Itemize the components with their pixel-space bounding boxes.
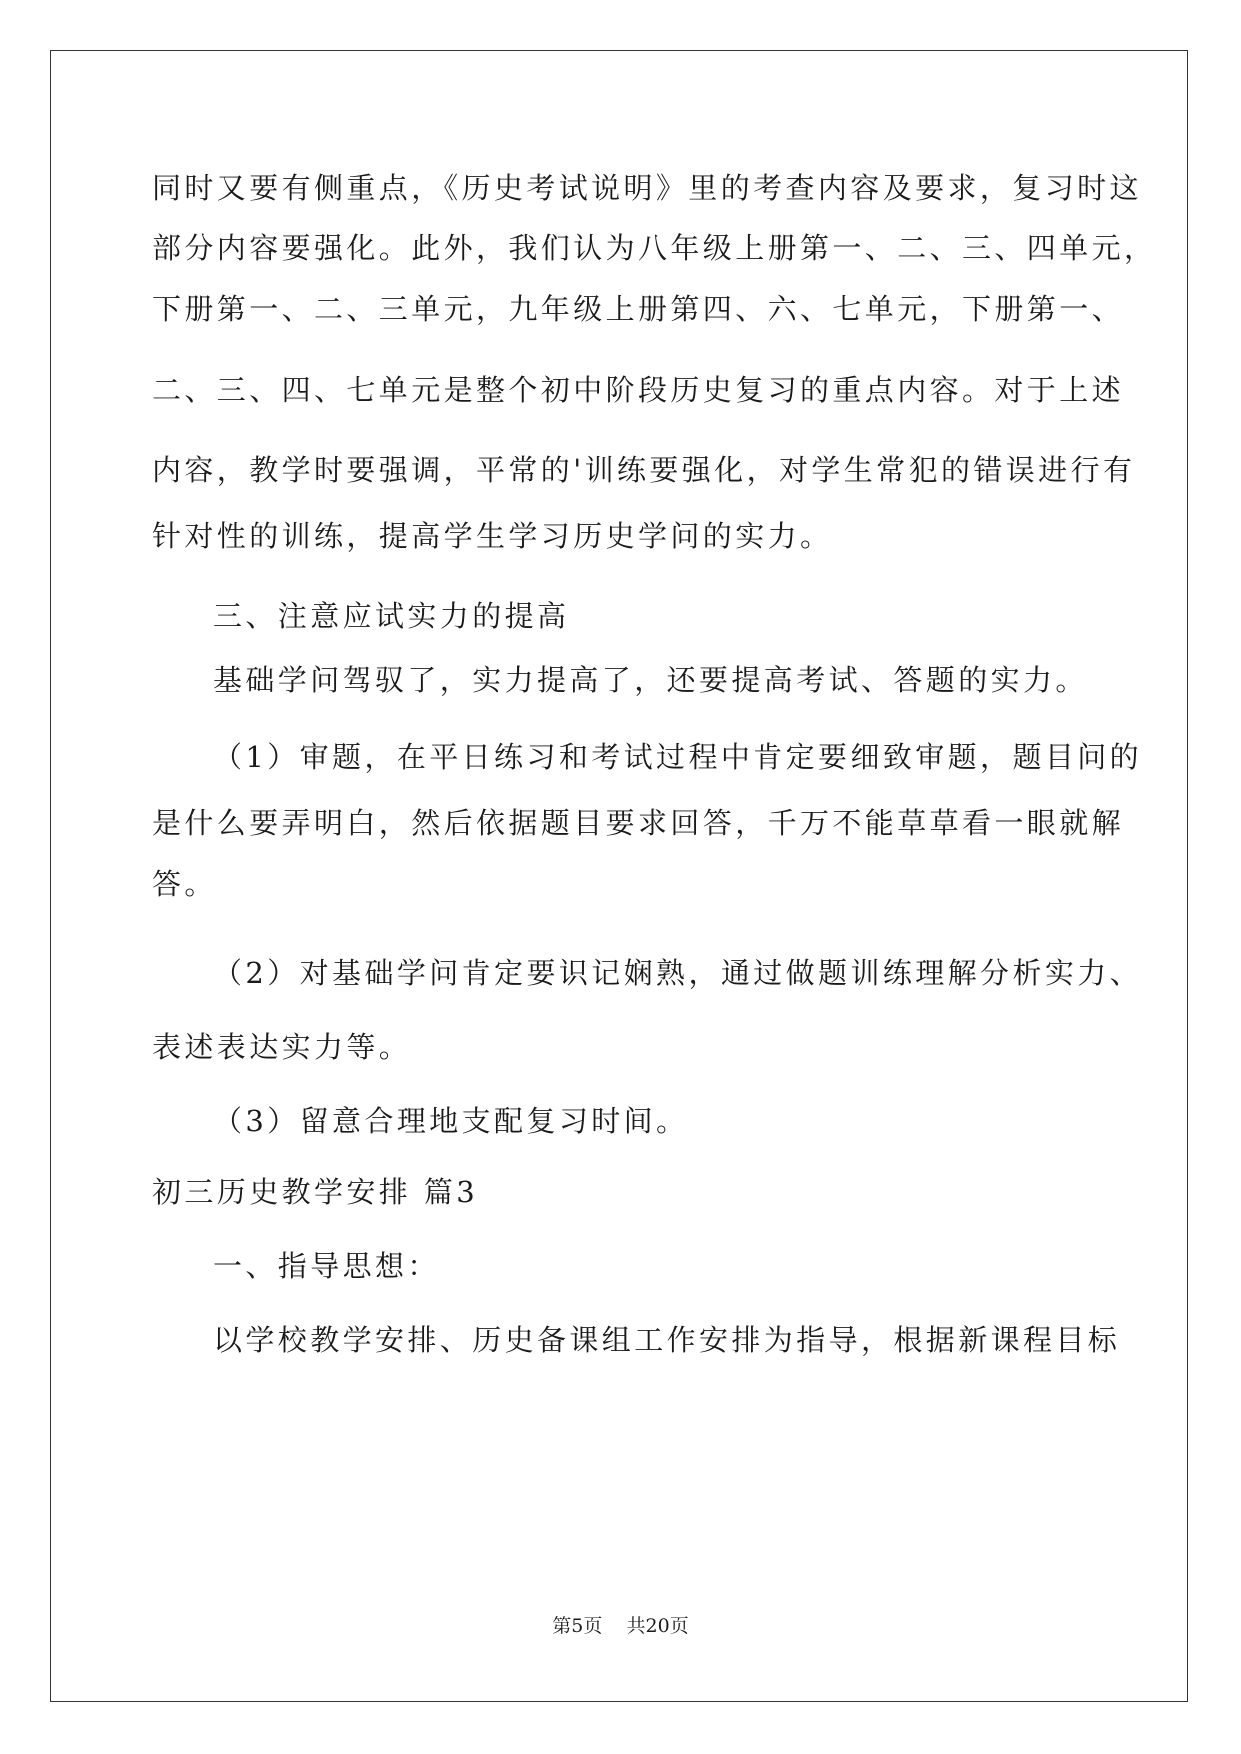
article-title: 初三历史教学安排 篇3 [152, 1175, 479, 1209]
body-text-line: 以学校教学安排、历史备课组工作安排为指导，根据新课程目标 [213, 1323, 1121, 1357]
list-item-text: （2）对基础学问肯定要识记娴熟，通过做题训练理解分析实力、 [213, 956, 1143, 990]
body-text-line: 下册第一、二、三单元，九年级上册第四、六、七单元，下册第一、 [152, 292, 1125, 326]
body-text-line: 内容，教学时要强调，平常的'训练要强化，对学生常犯的错误进行有 [152, 453, 1136, 487]
body-text-line: 答。 [152, 867, 217, 901]
page-number: 第5页 [552, 1615, 603, 1637]
page-total: 共20页 [626, 1615, 689, 1637]
body-text-line: 表述表达实力等。 [152, 1030, 412, 1064]
body-text-line: 基础学问驾驭了，实力提高了，还要提高考试、答题的实力。 [213, 663, 1088, 697]
body-text-line: 同时又要有侧重点，《历史考试说明》里的考查内容及要求，复习时这 [152, 171, 1142, 205]
body-text-line: 二、三、四、七单元是整个初中阶段历史复习的重点内容。对于上述 [152, 373, 1125, 407]
body-text-line: 部分内容要强化。此外，我们认为八年级上册第一、二、三、四单元， [152, 231, 1157, 265]
page-footer [0, 1614, 1241, 1638]
list-item-text: （3）留意合理地支配复习时间。 [213, 1104, 689, 1138]
section-heading: 三、注意应试实力的提高 [213, 599, 570, 633]
body-text-line: 是什么要弄明白，然后依据题目要求回答，千万不能草草看一眼就解 [152, 806, 1125, 840]
section-heading: 一、指导思想： [213, 1249, 440, 1283]
list-item-text: （1）审题，在平日练习和考试过程中肯定要细致审题，题目问的 [213, 740, 1143, 774]
body-text-line: 针对性的训练，提高学生学习历史学问的实力。 [152, 519, 833, 553]
